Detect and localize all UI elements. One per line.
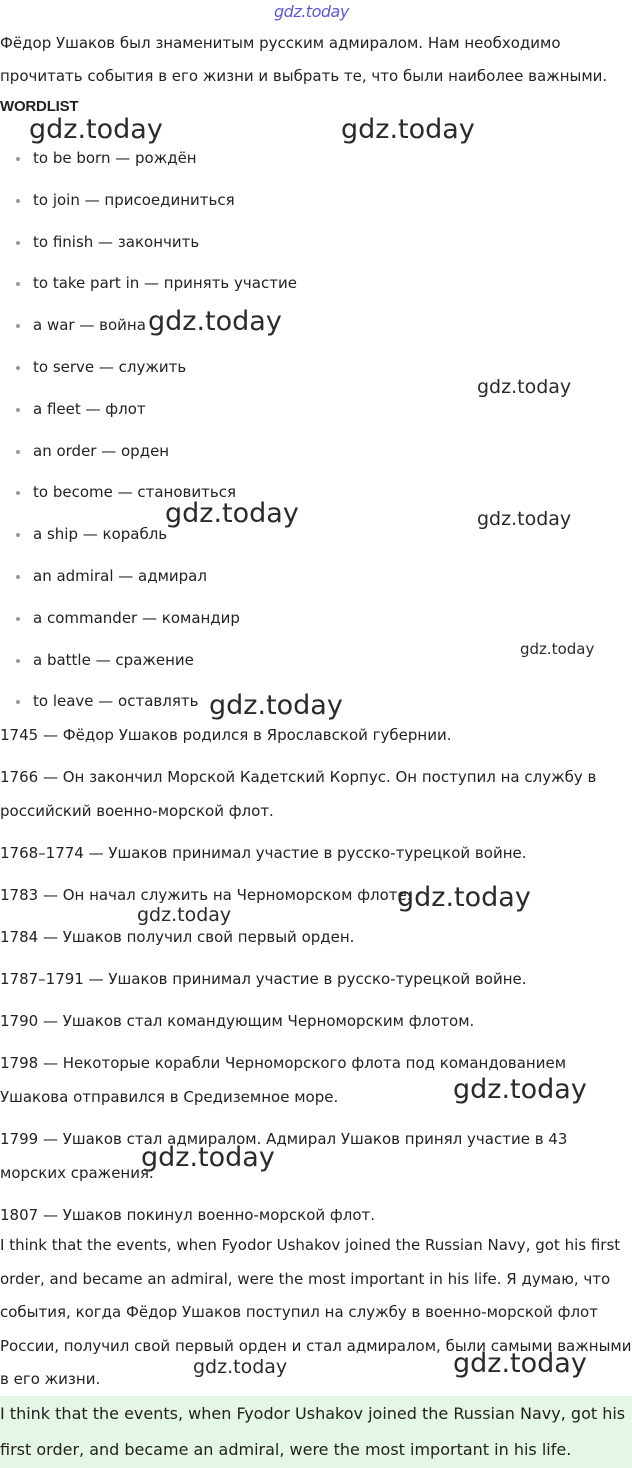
list-item: to join — присоединиться [0, 180, 297, 222]
bullet-icon [16, 700, 20, 704]
watermark: gdz.today [397, 882, 531, 913]
watermark: gdz.today [453, 1348, 587, 1379]
timeline-entry: 1766 — Он закончил Морской Кадетский Корпус. Он поступил на службу в российский военно-морской флот. [0, 768, 597, 820]
list-item: to finish — закончить [0, 222, 297, 264]
list-item: to become — становиться [0, 472, 297, 514]
watermark: gdz.today [29, 114, 163, 145]
list-item: a fleet — флот [0, 389, 297, 431]
timeline-entry: 1768–1774 — Ушаков принимал участие в русско-турецкой войне. [0, 844, 527, 862]
highlighted-answer: I think that the events, when Fyodor Ushakov joined the Russian Navy, got his first order, and became an admiral, were the most important in his life. [0, 1396, 632, 1468]
bullet-icon [16, 491, 20, 495]
bullet-icon [16, 408, 20, 412]
list-item: to take part in — принять участие [0, 263, 297, 305]
watermark: gdz.today [209, 690, 343, 721]
wordlist-heading: WORDLIST [0, 98, 79, 115]
list-item: an admiral — адмирал [0, 556, 297, 598]
watermark: gdz.today [193, 1356, 288, 1378]
bullet-icon [16, 241, 20, 245]
timeline-entry: 1807 — Ушаков покинул военно-морской флот. [0, 1206, 376, 1224]
list-item: to be born — рождён [0, 138, 297, 180]
watermark: gdz.today [141, 1142, 275, 1173]
list-item: a commander — командир [0, 598, 297, 640]
watermark: gdz.today [341, 114, 475, 145]
watermark: gdz.today [148, 306, 282, 337]
list-item: to leave — оставлять [0, 681, 297, 723]
timeline-entry: 1790 — Ушаков стал командующим Черноморским флотом. [0, 1012, 475, 1030]
watermark: gdz.today [453, 1074, 587, 1105]
site-logo[interactable]: gdz.today [274, 2, 349, 21]
watermark: gdz.today [137, 904, 232, 926]
watermark: gdz.today [520, 640, 595, 658]
timeline-entry: 1784 — Ушаков получил свой первый орден. [0, 928, 355, 946]
bullet-icon [16, 282, 20, 286]
list-item: a ship — корабль [0, 514, 297, 556]
bullet-icon [16, 366, 20, 370]
watermark: gdz.today [165, 498, 299, 529]
timeline-entry: 1783 — Он начал служить на Черноморском флоте. [0, 886, 412, 904]
answer-with-translation: I think that the events, when Fyodor Ushakov joined the Russian Navy, got his first order, and became an admiral, were the most important in his life. Я думаю, что события, когда Фёдор Ушаков поступил на службу в военно-морской флот России, получил свой первый орден и стал адмиралом, были самыми важными в его жизни. [0, 1236, 632, 1388]
timeline-entry: 1745 — Фёдор Ушаков родился в Ярославской губернии. [0, 726, 452, 744]
bullet-icon [16, 659, 20, 663]
bullet-icon [16, 157, 20, 161]
list-item: a battle — сражение [0, 640, 297, 682]
watermark: gdz.today [477, 376, 572, 398]
list-item: to serve — служить [0, 347, 297, 389]
watermark: gdz.today [477, 508, 572, 530]
timeline-entry: 1787–1791 — Ушаков принимал участие в русско-турецкой войне. [0, 970, 527, 988]
bullet-icon [16, 199, 20, 203]
bullet-icon [16, 575, 20, 579]
bullet-icon [16, 450, 20, 454]
list-item: a war — война [0, 305, 297, 347]
intro-text: Фёдор Ушаков был знаменитым русским адмиралом. Нам необходимо прочитать события в его жизни и выбрать те, что были наиболее важными. [0, 34, 608, 85]
list-item: an order — орден [0, 431, 297, 473]
timeline [0, 718, 632, 1232]
wordlist [0, 138, 297, 723]
timeline-entry: 1799 — Ушаков стал адмиралом. Адмирал Ушаков принял участие в 43 морских сражения. [0, 1130, 568, 1182]
bullet-icon [16, 617, 20, 621]
bullet-icon [16, 533, 20, 537]
timeline-entry: 1798 — Некоторые корабли Черноморского флота под командованием Ушакова отправился в Средиземное море. [0, 1054, 567, 1106]
bullet-icon [16, 324, 20, 328]
